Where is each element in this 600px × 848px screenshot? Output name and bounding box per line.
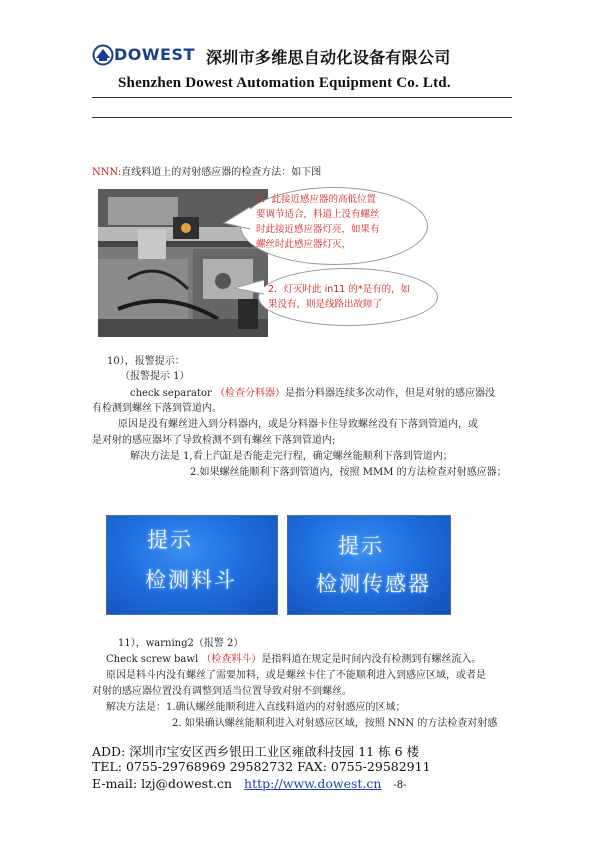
screen-message: 检测料斗 xyxy=(145,568,237,592)
callout-2-line: 2．灯灭时此 in11 的*是有的，如 xyxy=(268,284,411,295)
footer-contact xyxy=(92,776,407,791)
company-name-en: Shenzhen Dowest Automation Equipment Co. Ltd. xyxy=(118,75,451,91)
section-10-line1 xyxy=(130,387,495,401)
callout-2-line: 果没有，则是线路出故障了 xyxy=(268,299,383,310)
page-number: -8- xyxy=(393,780,407,791)
intro-prefix: NNN: xyxy=(92,167,122,178)
section-10-line3: 原因是没有螺丝进入到分料器内，或是分料器卡住导致螺丝没有下落到管道内，或 xyxy=(118,419,478,430)
warning-code: Check screw bawl xyxy=(106,654,199,665)
intro-line xyxy=(92,166,321,180)
callout-text-2 xyxy=(268,282,410,312)
section-11-heading: 11），warning2（报警 2） xyxy=(118,638,244,649)
section-10-line5: 解决方法是 1,看上汽缸是否能走完行程，确定螺丝能顺利下落到管道内； xyxy=(130,451,453,462)
footer-email: E-mail: lzj@dowest.cn xyxy=(92,776,233,791)
section-11-line3: 对射的感应器位置没有调整到适当位置导致对射不到螺丝。 xyxy=(92,686,352,697)
hmi-screen-sensor xyxy=(287,515,451,615)
footer-phone: TEL: 0755-29768969 29582732 FAX: 0755-29582911 xyxy=(92,759,431,774)
intro-text: 直线料道上的对射感应器的检查方法：如下图 xyxy=(121,167,322,178)
callout-pointer-2 xyxy=(232,276,266,300)
callout-1-line: 时此接近感应器灯亮，如果有 xyxy=(256,224,380,235)
section-11-line2: 原因是料斗内没有螺丝了需要加料，或是螺丝卡住了不能顺利进入到感应区域，或者是 xyxy=(106,670,486,681)
hmi-screen-hopper xyxy=(106,515,278,615)
callout-text-1 xyxy=(256,192,380,252)
header-rule xyxy=(92,97,512,98)
screen-title: 提示 xyxy=(147,528,193,552)
section-11-line4: 解决方法是：1.确认螺丝能顺利进入直线料道内的对射感应的区域； xyxy=(106,702,406,713)
section-10-line4: 是对射的感应器坏了导致检测不到有螺丝下落到管道内; xyxy=(92,435,336,446)
warning-label-red: （检查料斗） xyxy=(201,654,262,665)
section-11-line5: 2. 如果确认螺丝能顺利进入对射感应区域，按照 NNN 的方法检查对射感 xyxy=(172,718,498,729)
section-10-sub: （报警提示 1） xyxy=(120,371,190,382)
warning-desc: 是指料道在规定是时间内没有检测到有螺丝流入。 xyxy=(261,654,482,665)
company-name-cn: 深圳市多维思自动化设备有限公司 xyxy=(206,48,451,67)
dowest-logo-icon xyxy=(92,44,114,66)
callout-pointer-1 xyxy=(222,205,252,235)
section-11-line1 xyxy=(106,653,481,667)
section-10-line2: 有检测到螺丝下落到管道内。 xyxy=(92,403,222,414)
warning-code: check separator xyxy=(130,388,212,399)
logo-wordmark: DOWEST xyxy=(114,45,195,64)
website-link[interactable]: http://www.dowest.cn xyxy=(244,776,382,791)
warning-label-red: （检查分料器） xyxy=(214,388,285,399)
callout-1-line: 要调节适合，料道上没有螺丝 xyxy=(256,209,380,220)
warning-desc: 是指分料器连续多次动作，但是对射的感应器没 xyxy=(284,388,495,399)
header-rule-2 xyxy=(92,117,512,118)
section-10-line6: 2.如果螺丝能顺利下落到管道内，按照 MMM 的方法检查对射感应器； xyxy=(190,467,507,478)
screen-title: 提示 xyxy=(338,534,384,558)
company-logo xyxy=(92,44,204,66)
section-10-heading: 10），报警提示： xyxy=(107,356,185,367)
callout-1-line: 螺丝时此感应器灯灭， xyxy=(256,239,352,250)
screen-message: 检测传感器 xyxy=(316,572,431,596)
footer-address: ADD: 深圳市宝安区西乡银田工业区雍啟科技园 11 栋 6 楼 xyxy=(92,744,420,759)
callout-1-line: 1．此接近感应器的高低位置 xyxy=(256,194,377,205)
